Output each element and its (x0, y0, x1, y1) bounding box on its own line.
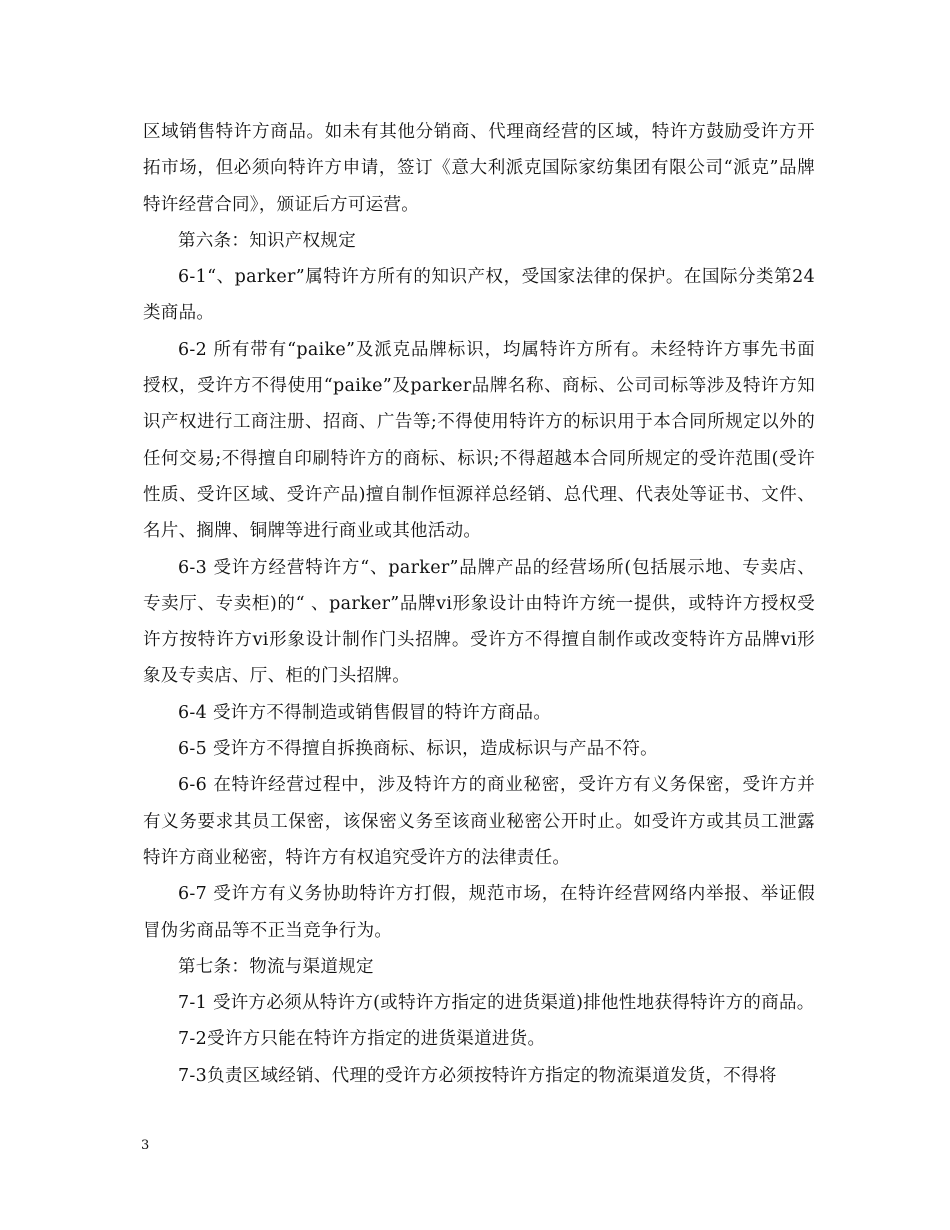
clause-6-1: 6-1“、parker”属特许方所有的知识产权，受国家法律的保护。在国际分类第24类商品。 (143, 267, 815, 324)
clause-6-2: 6-2 所有带有“paike”及派克品牌标识，均属特许方所有。未经特许方事先书面授权，受许方不得使用“paike”及parker品牌名称、商标、公司司标等涉及特许方知识产权进行工商注册、招商、广告等;不得使用特许方的标识用于本合同所规定以外的任何交易;不得擅自印刷特许方的商标、标识;不得超越本合同所规定的受许范围(受许性质、受许区域、受许产品)擅自制作恒源祥总经销、总代理、代表处等证书、文件、名片、搁牌、铜牌等进行商业或其他活动。 (143, 339, 815, 542)
article-7-heading: 第七条：物流与渠道规定 (178, 956, 374, 977)
document-body (143, 114, 815, 1094)
clause-6-4: 6-4 受许方不得制造或销售假冒的特许方商品。 (178, 702, 552, 723)
page-number: 3 (141, 1138, 150, 1153)
clause-7-1: 7-1 受许方必须从特许方(或特许方指定的进货渠道)排他性地获得特许方的商品。 (178, 993, 815, 1014)
clause-6-3: 6-3 受许方经营特许方“、parker”品牌产品的经营场所(包括展示地、专卖店、专卖厅、专卖柜)的“ 、parker”品牌vi形象设计由特许方统一提供，或特许方授权受许方按特许方vi形象设计制作门头招牌。受许方不得擅自制作或改变特许方品牌vi形象及专卖店、厅、柜的门头招牌。 (143, 557, 815, 687)
clause-7-3: 7-3负责区域经销、代理的受许方必须按特许方指定的物流渠道发货，不得将 (178, 1065, 777, 1086)
clause-7-2: 7-2受许方只能在特许方指定的进货渠道进货。 (178, 1029, 546, 1050)
clause-6-6: 6-6 在特许经营过程中，涉及特许方的商业秘密，受许方有义务保密，受许方并有义务要求其员工保密，该保密义务至该商业秘密公开时止。如受许方或其员工泄露特许方商业秘密，特许方有权追究受许方的法律责任。 (143, 775, 815, 868)
article-6-heading: 第六条：知识产权规定 (178, 230, 356, 251)
clause-6-7: 6-7 受许方有义务协助特许方打假，规范市场，在特许经营网络内举报、举证假冒伪劣商品等不正当竞争行为。 (143, 884, 815, 941)
clause-6-5: 6-5 受许方不得擅自拆换商标、标识，造成标识与产品不符。 (178, 739, 658, 760)
paragraph-continuation: 区域销售特许方商品。如未有其他分销商、代理商经营的区域，特许方鼓励受许方开拓市场，但必须向特许方申请，签订《意大利派克国际家纺集团有限公司“派克”品牌特许经营合同》，颁证后方可运营。 (143, 122, 815, 215)
